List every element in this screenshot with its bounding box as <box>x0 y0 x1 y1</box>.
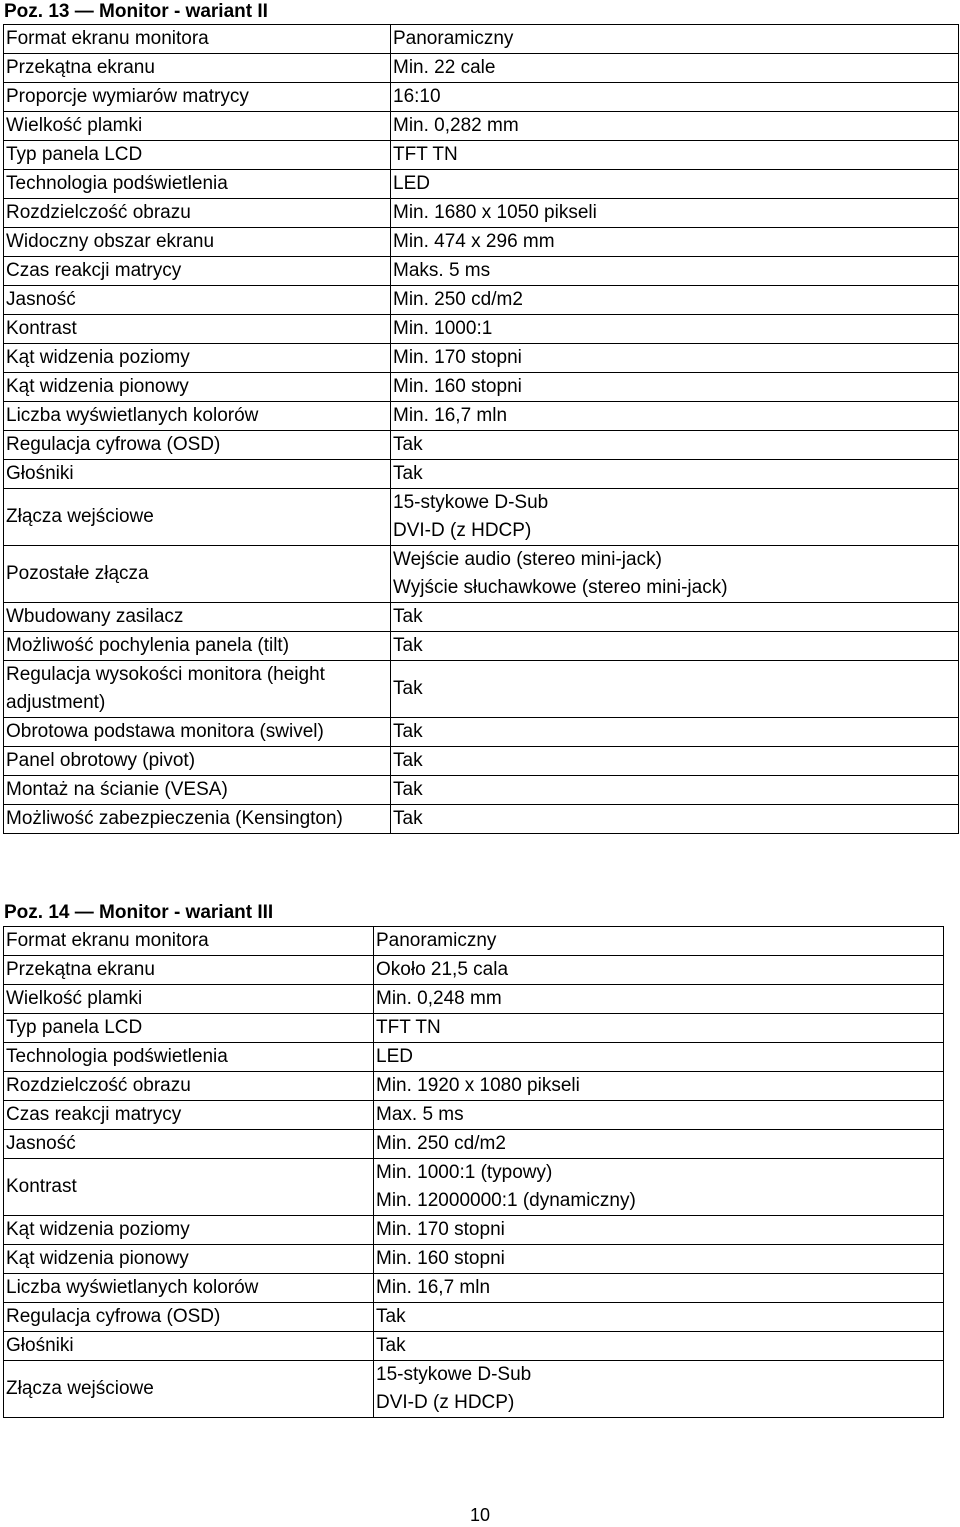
spec-value <box>374 1274 944 1303</box>
spec-label: Kąt widzenia pionowy <box>4 373 391 402</box>
table-row <box>4 489 959 546</box>
spec-label: Pozostałe złącza <box>4 546 391 603</box>
spec-value-line: 15-stykowe D-Sub <box>376 1364 532 1385</box>
table-row <box>4 632 959 661</box>
spec-value-line: Tak <box>393 779 423 800</box>
spec-label: Jasność <box>4 286 391 315</box>
spec-value-line: Tak <box>393 678 423 699</box>
spec-label: Typ panela LCD <box>4 141 391 170</box>
spec-label: Regulacja cyfrowa (OSD) <box>4 431 391 460</box>
spec-value <box>391 286 959 315</box>
spec-table-monitor-wariant-ii <box>3 24 959 834</box>
spec-value <box>374 956 944 985</box>
spec-value <box>391 54 959 83</box>
spec-value <box>374 1130 944 1159</box>
spec-value-line: Tak <box>393 635 423 656</box>
spec-value-line: 15-stykowe D-Sub <box>393 492 549 513</box>
spec-label: Głośniki <box>4 460 391 489</box>
table-row <box>4 1361 944 1418</box>
table-row <box>4 1303 944 1332</box>
spec-label: Format ekranu monitora <box>4 927 374 956</box>
spec-value-line: Min. 22 cale <box>393 57 496 78</box>
spec-value-line: Panoramiczny <box>393 28 514 49</box>
spec-value-line: Min. 1920 x 1080 pikseli <box>376 1075 580 1096</box>
table-row <box>4 228 959 257</box>
table-row <box>4 83 959 112</box>
spec-value-line: Min. 0,248 mm <box>376 988 502 1009</box>
spec-value-line: LED <box>393 173 430 194</box>
spec-label: Rozdzielczość obrazu <box>4 1072 374 1101</box>
spec-value-line: TFT TN <box>393 144 458 165</box>
spec-label: Liczba wyświetlanych kolorów <box>4 402 391 431</box>
spec-value-line: TFT TN <box>376 1017 441 1038</box>
spec-value-line: Tak <box>393 750 423 771</box>
spec-label: Kontrast <box>4 1159 374 1216</box>
spec-label: Przekątna ekranu <box>4 54 391 83</box>
section-13-title: Poz. 13 — Monitor - wariant II <box>4 1 268 22</box>
spec-value <box>374 1245 944 1274</box>
spec-label: Rozdzielczość obrazu <box>4 199 391 228</box>
table-row <box>4 747 959 776</box>
spec-value-line: Tak <box>376 1335 406 1356</box>
section-14-title: Poz. 14 — Monitor - wariant III <box>4 902 274 923</box>
spec-value <box>391 603 959 632</box>
spec-value <box>374 985 944 1014</box>
spec-value-line: LED <box>376 1046 413 1067</box>
spec-value-line: Min. 1000:1 (typowy) <box>376 1162 553 1183</box>
table-row <box>4 1159 944 1216</box>
spec-value <box>391 25 959 54</box>
table-row <box>4 927 944 956</box>
table-row <box>4 603 959 632</box>
spec-value-line: Tak <box>376 1306 406 1327</box>
spec-label: Możliwość pochylenia panela (tilt) <box>4 632 391 661</box>
spec-label: Wielkość plamki <box>4 112 391 141</box>
table-row <box>4 402 959 431</box>
spec-value-line: Panoramiczny <box>376 930 497 951</box>
spec-label: Kontrast <box>4 315 391 344</box>
spec-label: Regulacja wysokości monitora (height adjustment) <box>4 661 391 718</box>
spec-value <box>374 1043 944 1072</box>
spec-value <box>391 373 959 402</box>
spec-label: Widoczny obszar ekranu <box>4 228 391 257</box>
spec-value-line: Min. 250 cd/m2 <box>393 289 523 310</box>
spec-value <box>374 1216 944 1245</box>
spec-value-line: Min. 250 cd/m2 <box>376 1133 506 1154</box>
spec-value <box>374 1014 944 1043</box>
spec-value-line: Tak <box>393 808 423 829</box>
table-row <box>4 1043 944 1072</box>
spec-value <box>391 776 959 805</box>
spec-value-line: Wejście audio (stereo mini-jack) <box>393 549 662 570</box>
spec-value-line: Około 21,5 cala <box>376 959 509 980</box>
spec-value <box>391 747 959 776</box>
spec-label: Głośniki <box>4 1332 374 1361</box>
spec-value-line: Min. 170 stopni <box>393 347 522 368</box>
table-row <box>4 1014 944 1043</box>
spec-value-line: Min. 1680 x 1050 pikseli <box>393 202 597 223</box>
spec-label: Obrotowa podstawa monitora (swivel) <box>4 718 391 747</box>
table-row <box>4 718 959 747</box>
spec-label: Przekątna ekranu <box>4 956 374 985</box>
spec-value-line: Min. 16,7 mln <box>376 1277 491 1298</box>
table-row <box>4 344 959 373</box>
spec-label: Złącza wejściowe <box>4 489 391 546</box>
spec-label: Format ekranu monitora <box>4 25 391 54</box>
spec-value <box>374 1159 944 1216</box>
table-row <box>4 373 959 402</box>
spec-value <box>374 1332 944 1361</box>
spec-value-line: Tak <box>393 721 423 742</box>
spec-value <box>391 170 959 199</box>
spec-value <box>391 112 959 141</box>
spec-value-line: Wyjście słuchawkowe (stereo mini-jack) <box>393 577 728 598</box>
spec-value-line: DVI-D (z HDCP) <box>393 520 532 541</box>
spec-value-line: Min. 1000:1 <box>393 318 493 339</box>
spec-value <box>374 1303 944 1332</box>
spec-value-line: Min. 170 stopni <box>376 1219 505 1240</box>
spec-value <box>391 632 959 661</box>
spec-value-line: Min. 12000000:1 (dynamiczny) <box>376 1190 636 1211</box>
spec-label: Możliwość zabezpieczenia (Kensington) <box>4 805 391 834</box>
spec-label: Złącza wejściowe <box>4 1361 374 1418</box>
table-row <box>4 805 959 834</box>
spec-value <box>391 199 959 228</box>
spec-value <box>391 546 959 603</box>
spec-label: Czas reakcji matrycy <box>4 257 391 286</box>
page-number: 10 <box>469 1505 491 1525</box>
spec-label: Technologia podświetlenia <box>4 170 391 199</box>
spec-value <box>391 718 959 747</box>
spec-label: Montaż na ścianie (VESA) <box>4 776 391 805</box>
table-row <box>4 1245 944 1274</box>
table-row <box>4 1274 944 1303</box>
spec-value <box>374 1101 944 1130</box>
spec-label: Panel obrotowy (pivot) <box>4 747 391 776</box>
table-row <box>4 170 959 199</box>
spec-value-line: Tak <box>393 434 423 455</box>
spec-value <box>391 431 959 460</box>
spec-value-line: Min. 160 stopni <box>376 1248 505 1269</box>
table-row <box>4 315 959 344</box>
table-row <box>4 1072 944 1101</box>
spec-label: Kąt widzenia poziomy <box>4 344 391 373</box>
table-row <box>4 1101 944 1130</box>
table-row <box>4 460 959 489</box>
table-row <box>4 776 959 805</box>
table-row <box>4 1216 944 1245</box>
spec-value <box>391 805 959 834</box>
table-row <box>4 112 959 141</box>
table-row <box>4 257 959 286</box>
table-row <box>4 546 959 603</box>
spec-label: Jasność <box>4 1130 374 1159</box>
spec-table-monitor-wariant-iii <box>3 926 944 1418</box>
spec-value-line: Min. 0,282 mm <box>393 115 519 136</box>
spec-value <box>391 460 959 489</box>
spec-label: Technologia podświetlenia <box>4 1043 374 1072</box>
spec-value-line: Min. 160 stopni <box>393 376 522 397</box>
table-row <box>4 985 944 1014</box>
table-row <box>4 54 959 83</box>
spec-value-line: DVI-D (z HDCP) <box>376 1392 515 1413</box>
spec-value <box>391 344 959 373</box>
table-row <box>4 661 959 718</box>
spec-label: Typ panela LCD <box>4 1014 374 1043</box>
spec-label: Kąt widzenia poziomy <box>4 1216 374 1245</box>
spec-value <box>391 228 959 257</box>
spec-value-line: Min. 16,7 mln <box>393 405 508 426</box>
table-row <box>4 199 959 228</box>
spec-value-line: Tak <box>393 463 423 484</box>
table-row <box>4 956 944 985</box>
spec-value <box>374 927 944 956</box>
spec-value <box>374 1072 944 1101</box>
table-row <box>4 1332 944 1361</box>
spec-label: Proporcje wymiarów matrycy <box>4 83 391 112</box>
table-row <box>4 1130 944 1159</box>
spec-value-line: Tak <box>393 606 423 627</box>
table-row <box>4 286 959 315</box>
table-row <box>4 25 959 54</box>
spec-value <box>391 141 959 170</box>
spec-value <box>391 489 959 546</box>
spec-label: Wielkość plamki <box>4 985 374 1014</box>
spec-label: Liczba wyświetlanych kolorów <box>4 1274 374 1303</box>
spec-value-line: Max. 5 ms <box>376 1104 464 1125</box>
spec-label: Czas reakcji matrycy <box>4 1101 374 1130</box>
spec-label: Wbudowany zasilacz <box>4 603 391 632</box>
spec-label: Kąt widzenia pionowy <box>4 1245 374 1274</box>
spec-value-line: Maks. 5 ms <box>393 260 491 281</box>
spec-value <box>391 402 959 431</box>
table-row <box>4 431 959 460</box>
spec-value <box>391 257 959 286</box>
table-row <box>4 141 959 170</box>
spec-value <box>391 83 959 112</box>
spec-value <box>374 1361 944 1418</box>
spec-value <box>391 315 959 344</box>
spec-value-line: Min. 474 x 296 mm <box>393 231 555 252</box>
spec-value-line: 16:10 <box>393 86 441 107</box>
spec-label: Regulacja cyfrowa (OSD) <box>4 1303 374 1332</box>
spec-value <box>391 661 959 718</box>
